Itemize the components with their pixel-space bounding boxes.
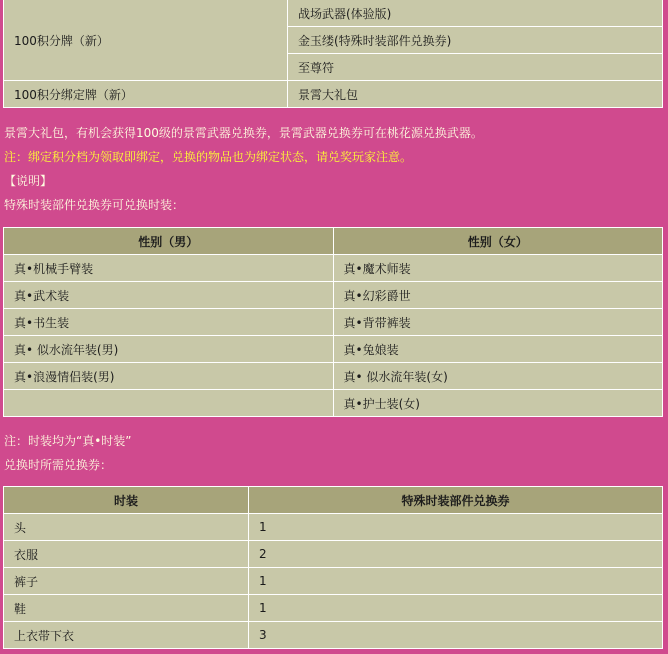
table-row [4, 309, 663, 336]
male-costume: 真•机械手臂装 [4, 255, 334, 282]
table-header-row [4, 487, 663, 514]
female-costume: 真•背带裤装 [333, 309, 663, 336]
table-row [4, 255, 663, 282]
male-costume: 真•武术装 [4, 282, 334, 309]
header-female: 性别（女） [333, 228, 663, 255]
male-costume: 真•书生装 [4, 309, 334, 336]
female-costume: 真• 似水流年装(女) [333, 363, 663, 390]
header-male: 性别（男） [4, 228, 334, 255]
table-row [4, 541, 663, 568]
voucher-requirement-label: 兑换时所需兑换券： [4, 458, 113, 472]
reward-item-cell: 金玉缕(特殊时装部件兑换券) [288, 27, 663, 54]
male-costume [4, 390, 334, 417]
table-row [4, 390, 663, 417]
points-cell: 100积分牌（新） [4, 0, 288, 81]
table-header-row [4, 228, 663, 255]
male-costume: 真• 似水流年装(男) [4, 336, 334, 363]
table-row [4, 595, 663, 622]
costume-part: 裤子 [4, 568, 249, 595]
table-row [4, 363, 663, 390]
voucher-count: 1 [249, 595, 663, 622]
section-intro: 特殊时装部件兑换券可兑换时装： [4, 198, 185, 212]
gift-pack-description: 景霄大礼包，有机会获得100级的景霄武器兑换券，景霄武器兑换券可在桃花源兑换武器。 [4, 126, 483, 140]
table-row [4, 514, 663, 541]
reward-item-cell: 景霄大礼包 [288, 81, 663, 108]
voucher-count: 2 [249, 541, 663, 568]
costume-part: 上衣带下衣 [4, 622, 249, 649]
table-row [4, 622, 663, 649]
table-row [4, 568, 663, 595]
voucher-table [3, 486, 663, 649]
female-costume: 真•幻彩爵世 [333, 282, 663, 309]
costume-note: 注：时装均为“真•时装” [4, 434, 132, 448]
table-row [4, 81, 663, 108]
binding-notice: 注：绑定积分档为领取即绑定，兑换的物品也为绑定状态，请兑奖玩家注意。 [4, 150, 413, 164]
voucher-count: 1 [249, 514, 663, 541]
points-cell: 100积分绑定牌（新） [4, 81, 288, 108]
table-row [4, 282, 663, 309]
reward-item-cell: 战场武器(体验版) [288, 0, 663, 27]
table-row [4, 336, 663, 363]
female-costume: 真•魔术师装 [333, 255, 663, 282]
reward-item-cell: 至尊符 [288, 54, 663, 81]
female-costume: 真•护士装(女) [333, 390, 663, 417]
table-row [4, 0, 663, 27]
gender-costume-table [3, 227, 663, 417]
male-costume: 真•浪漫情侣装(男) [4, 363, 334, 390]
costume-part: 鞋 [4, 595, 249, 622]
costume-part: 头 [4, 514, 249, 541]
header-costume: 时装 [4, 487, 249, 514]
reward-table [3, 0, 663, 108]
female-costume: 真•兔娘装 [333, 336, 663, 363]
costume-part: 衣服 [4, 541, 249, 568]
section-heading: 【说明】 [4, 174, 53, 188]
voucher-count: 1 [249, 568, 663, 595]
voucher-count: 3 [249, 622, 663, 649]
header-voucher: 特殊时装部件兑换券 [249, 487, 663, 514]
